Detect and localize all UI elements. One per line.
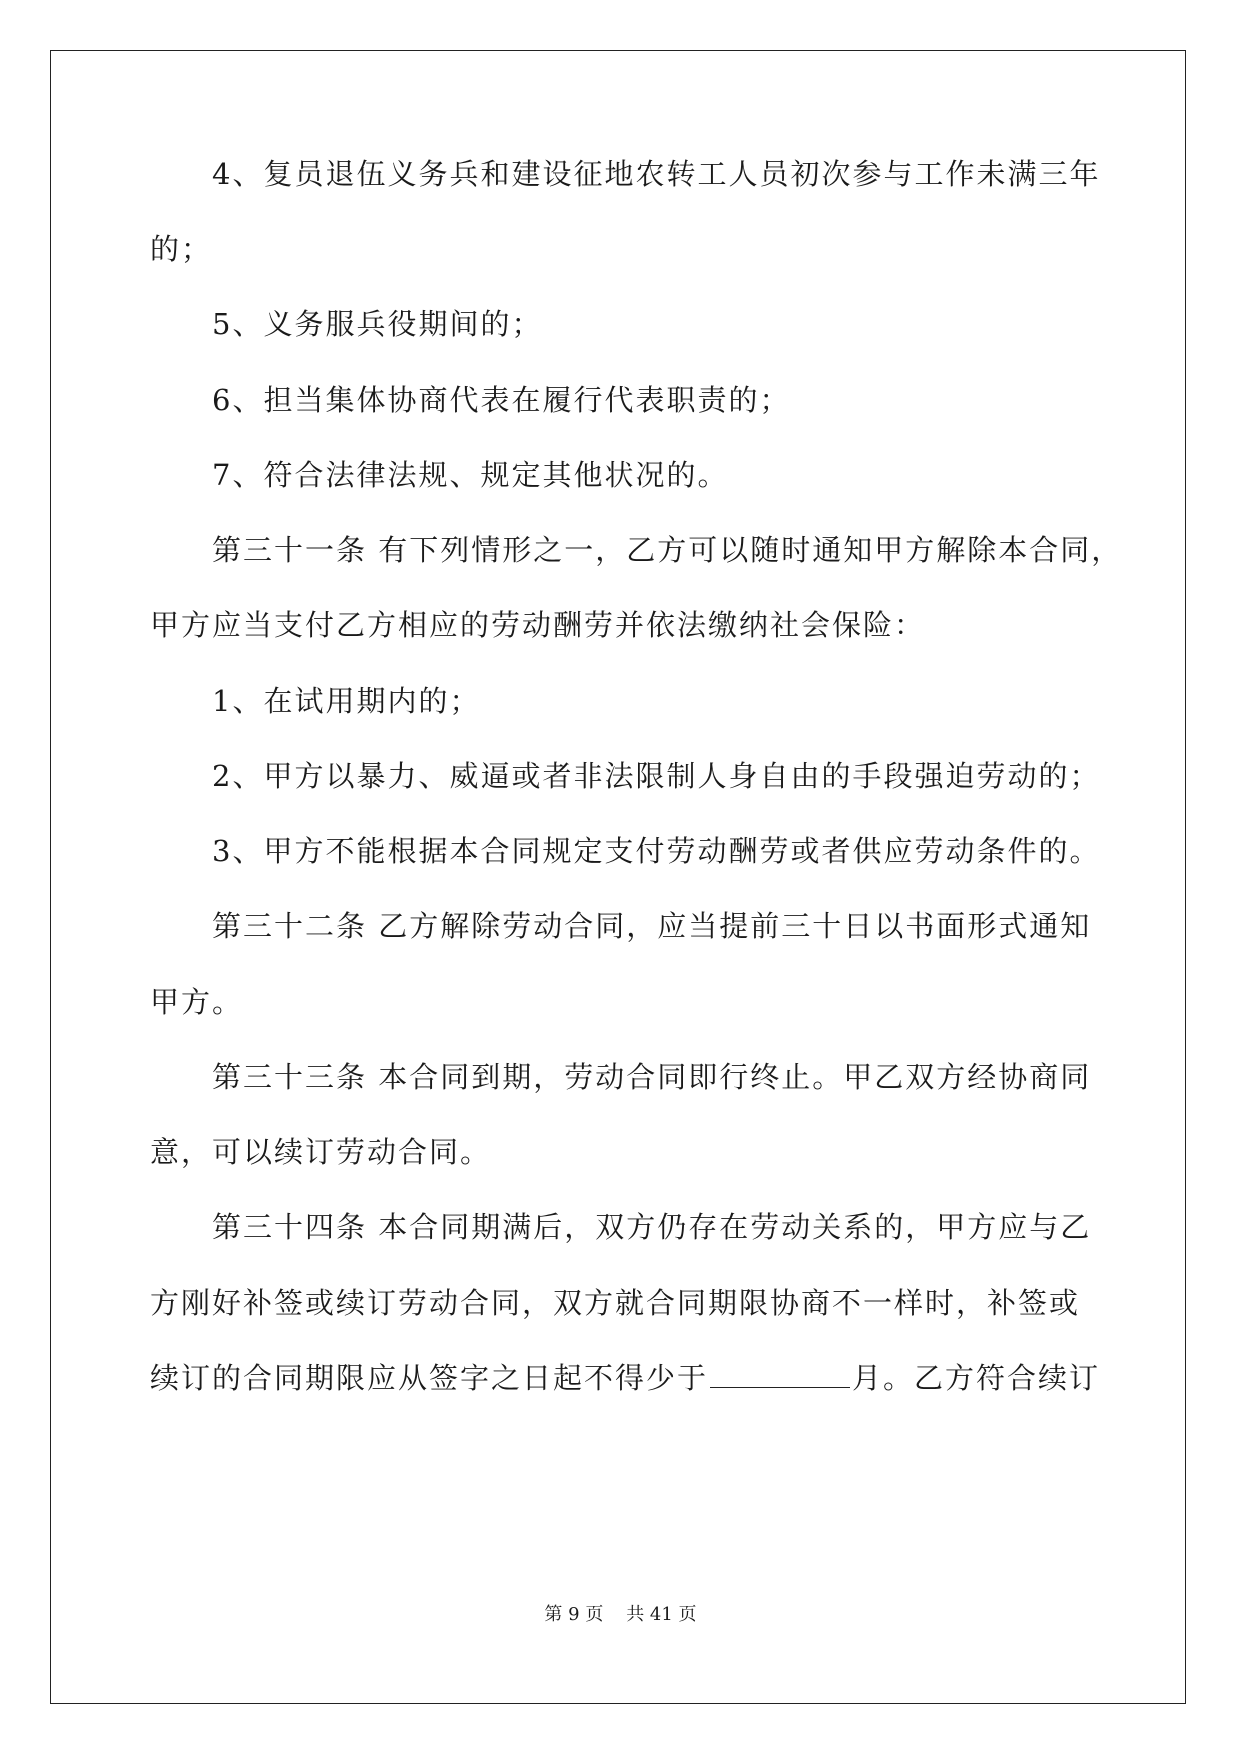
page-number-label: 第 9 页 共 41 页 [544,1604,697,1625]
body-line-17 [150,1356,1101,1397]
body-line-15: 第三十四条 本合同期满后，双方仍存在劳动关系的，甲方应与乙 [150,1210,1092,1244]
body-line-11: 第三十二条 乙方解除劳动合同，应当提前三十日以书面形式通知 [150,909,1092,943]
page-footer [0,1600,1241,1626]
body-line-2: 的； [150,232,213,266]
body-line-5: 7、符合法律法规、规定其他状况的。 [150,458,729,492]
fill-in-blank [710,1361,850,1388]
page-border [50,50,1186,1704]
body-line-9: 2、甲方以暴力、威逼或者非法限制人身自由的手段强迫劳动的； [150,759,1101,793]
body-line-4: 6、担当集体协商代表在履行代表职责的； [150,383,791,417]
body-line-1: 4、复员退伍义务兵和建设征地农转工人员初次参与工作未满三年 [150,157,1101,191]
body-line-14: 意，可以续订劳动合同。 [150,1135,492,1169]
body-line-13: 第三十三条 本合同到期，劳动合同即行终止。甲乙双方经协商同 [150,1060,1092,1094]
body-line-6: 第三十一条 有下列情形之一，乙方可以随时通知甲方解除本合同， [150,533,1123,567]
body-line-3: 5、义务服兵役期间的； [150,307,543,341]
body-line-10: 3、甲方不能根据本合同规定支付劳动酬劳或者供应劳动条件的。 [150,834,1101,868]
body-line-16: 方刚好补签或续订劳动合同，双方就合同期限协商不一样时，补签或 [150,1286,1081,1320]
body-line-17-after: 月。乙方符合续订 [852,1361,1101,1395]
body-line-12: 甲方。 [150,985,244,1019]
body-line-8: 1、在试用期内的； [150,684,481,718]
body-line-7: 甲方应当支付乙方相应的劳动酬劳并依法缴纳社会保险： [150,608,926,642]
body-line-17-before: 续订的合同期限应从签字之日起不得少于 [150,1361,709,1395]
